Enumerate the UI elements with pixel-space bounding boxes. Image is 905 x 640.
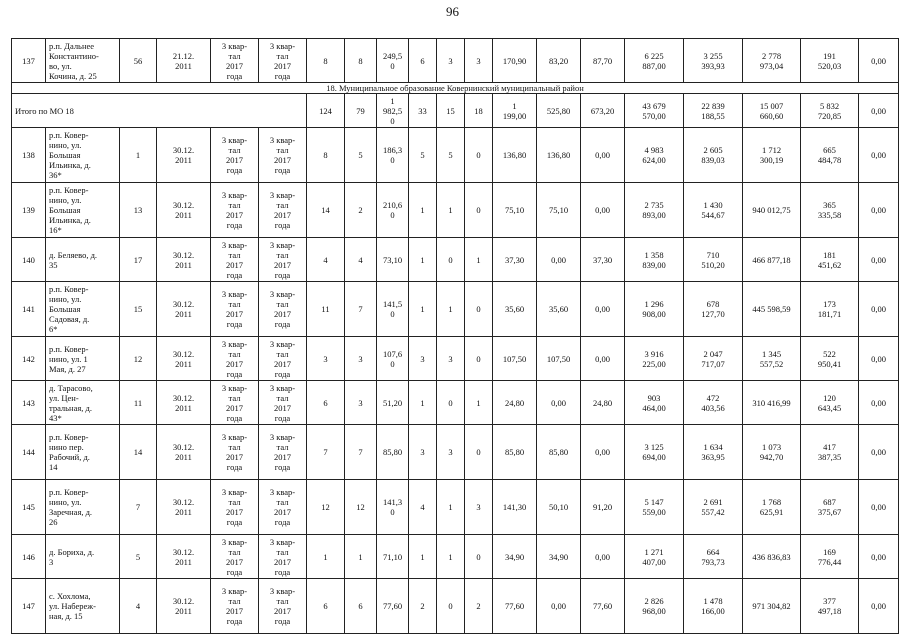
table-cell: 1 [465, 381, 493, 425]
table-cell: 7 [345, 425, 377, 480]
table-cell: 2 691 557,42 [684, 480, 743, 535]
table-cell: 136,80 [537, 128, 581, 183]
housing-register-table [11, 38, 899, 634]
table-cell: 6 [345, 579, 377, 634]
table-cell: 30.12. 2011 [157, 282, 211, 337]
row-number-cell: 140 [12, 238, 46, 282]
table-cell: 8 [345, 39, 377, 83]
table-cell: 56 [120, 39, 157, 83]
section-header-row [12, 83, 899, 94]
table-cell: 2 778 973,04 [743, 39, 801, 83]
table-cell: 51,20 [377, 381, 409, 425]
table-row [12, 425, 899, 480]
table-cell: 0,00 [859, 579, 899, 634]
total-cell: 124 [307, 94, 345, 128]
table-cell: 21.12. 2011 [157, 39, 211, 83]
table-cell: 77,60 [377, 579, 409, 634]
table-cell: 30.12. 2011 [157, 128, 211, 183]
table-cell: 0 [465, 128, 493, 183]
table-cell: 0 [437, 381, 465, 425]
table-cell: 37,30 [581, 238, 625, 282]
table-row [12, 128, 899, 183]
table-cell: 665 484,78 [801, 128, 859, 183]
table-cell: 0,00 [859, 183, 899, 238]
row-number-cell: 137 [12, 39, 46, 83]
table-cell: 186,3 0 [377, 128, 409, 183]
table-cell: 30.12. 2011 [157, 337, 211, 381]
total-cell: 1 982,5 0 [377, 94, 409, 128]
row-number-cell: 141 [12, 282, 46, 337]
table-cell: 0 [465, 282, 493, 337]
row-number-cell: 142 [12, 337, 46, 381]
table-cell: 13 [120, 183, 157, 238]
table-cell: 141,30 [493, 480, 537, 535]
table-cell: 3 [465, 480, 493, 535]
table-cell: 0,00 [581, 128, 625, 183]
table-cell: 365 335,58 [801, 183, 859, 238]
table-cell: 1 [409, 282, 437, 337]
table-cell: 0,00 [859, 381, 899, 425]
table-cell: 136,80 [493, 128, 537, 183]
address-cell: р.п. Ковер- нино, ул. Большая Ильинка, д. 16* [46, 183, 120, 238]
table-cell: 4 [345, 238, 377, 282]
table-cell: 3 квар- тал 2017 года [259, 183, 307, 238]
address-cell: д. Бориха, д. 3 [46, 535, 120, 579]
total-cell: 0,00 [859, 94, 899, 128]
table-cell: 7 [307, 425, 345, 480]
table-cell: 678 127,70 [684, 282, 743, 337]
table-cell: 3 квар- тал 2017 года [259, 238, 307, 282]
table-cell: 8 [307, 39, 345, 83]
table-cell: 107,50 [537, 337, 581, 381]
table-cell: 24,80 [493, 381, 537, 425]
table-cell: 3 квар- тал 2017 года [211, 337, 259, 381]
table-row [12, 337, 899, 381]
table-cell: 3 квар- тал 2017 года [211, 535, 259, 579]
table-cell: 3 квар- тал 2017 года [259, 128, 307, 183]
table-cell: 6 225 887,00 [625, 39, 684, 83]
table-cell: 1 [437, 183, 465, 238]
table-cell: 141,5 0 [377, 282, 409, 337]
table-cell: 4 983 624,00 [625, 128, 684, 183]
table-row [12, 381, 899, 425]
table-cell: 1 [307, 535, 345, 579]
table-cell: 2 047 717,07 [684, 337, 743, 381]
table-cell: 0 [437, 238, 465, 282]
table-cell: 85,80 [377, 425, 409, 480]
table-cell: 3 125 694,00 [625, 425, 684, 480]
table-cell: 3 квар- тал 2017 года [259, 39, 307, 83]
table-cell: 971 304,82 [743, 579, 801, 634]
table-cell: 249,5 0 [377, 39, 409, 83]
table-cell: 30.12. 2011 [157, 381, 211, 425]
table-cell: 191 520,03 [801, 39, 859, 83]
table-cell: 1 [409, 238, 437, 282]
table-cell: 0 [437, 579, 465, 634]
table-cell: 3 [307, 337, 345, 381]
table-cell: 5 [345, 128, 377, 183]
table-cell: 445 598,59 [743, 282, 801, 337]
total-cell: 525,80 [537, 94, 581, 128]
table-cell: 0,00 [581, 183, 625, 238]
table-cell: 12 [307, 480, 345, 535]
table-row [12, 579, 899, 634]
table-cell: 3 916 225,00 [625, 337, 684, 381]
row-number-cell: 146 [12, 535, 46, 579]
table-cell: 6 [409, 39, 437, 83]
table-cell: 0,00 [859, 425, 899, 480]
table-cell: 710 510,20 [684, 238, 743, 282]
table-cell: 4 [307, 238, 345, 282]
table-cell: 2 605 839,03 [684, 128, 743, 183]
table-cell: 5 [409, 128, 437, 183]
table-cell: 3 [437, 425, 465, 480]
table-cell: 107,6 0 [377, 337, 409, 381]
table-cell: 3 квар- тал 2017 года [211, 480, 259, 535]
table-cell: 73,10 [377, 238, 409, 282]
table-cell: 466 877,18 [743, 238, 801, 282]
table-cell: 1 430 544,67 [684, 183, 743, 238]
table-cell: 522 950,41 [801, 337, 859, 381]
table-cell: 0 [465, 425, 493, 480]
table-cell: 34,90 [493, 535, 537, 579]
row-number-cell: 147 [12, 579, 46, 634]
table-cell: 0,00 [859, 535, 899, 579]
total-cell: 79 [345, 94, 377, 128]
table-cell: 687 375,67 [801, 480, 859, 535]
table-cell: 1 [437, 535, 465, 579]
table-cell: 120 643,45 [801, 381, 859, 425]
table-cell: 6 [307, 381, 345, 425]
row-number-cell: 145 [12, 480, 46, 535]
table-cell: 30.12. 2011 [157, 183, 211, 238]
total-cell: 5 832 720,85 [801, 94, 859, 128]
total-label: Итого по МО 18 [12, 94, 307, 128]
table-cell: 3 квар- тал 2017 года [211, 238, 259, 282]
table-cell: 0,00 [581, 535, 625, 579]
total-row [12, 94, 899, 128]
table-row [12, 282, 899, 337]
table-cell: 5 [437, 128, 465, 183]
table-cell: 14 [120, 425, 157, 480]
table-cell: 1 768 625,91 [743, 480, 801, 535]
table-row [12, 183, 899, 238]
table-cell: 35,60 [493, 282, 537, 337]
table-cell: 169 776,44 [801, 535, 859, 579]
table-cell: 664 793,73 [684, 535, 743, 579]
table-cell: 34,90 [537, 535, 581, 579]
table-cell: 11 [120, 381, 157, 425]
table-cell: 87,70 [581, 39, 625, 83]
table-cell: 3 квар- тал 2017 года [259, 579, 307, 634]
table-cell: 2 [465, 579, 493, 634]
table-cell: 1 634 363,95 [684, 425, 743, 480]
table-cell: 30.12. 2011 [157, 238, 211, 282]
table-cell: 30.12. 2011 [157, 425, 211, 480]
table-cell: 83,20 [537, 39, 581, 83]
total-cell: 43 679 570,00 [625, 94, 684, 128]
table-cell: 3 квар- тал 2017 года [259, 337, 307, 381]
table-cell: 30.12. 2011 [157, 535, 211, 579]
table-cell: 3 квар- тал 2017 года [259, 425, 307, 480]
table-cell: 15 [120, 282, 157, 337]
table-cell: 7 [345, 282, 377, 337]
table-cell: 0,00 [859, 337, 899, 381]
table-cell: 85,80 [537, 425, 581, 480]
table-cell: 3 квар- тал 2017 года [211, 183, 259, 238]
table-cell: 1 [465, 238, 493, 282]
table-cell: 3 квар- тал 2017 года [259, 282, 307, 337]
table-cell: 3 [345, 337, 377, 381]
table-cell: 11 [307, 282, 345, 337]
table-cell: 5 [120, 535, 157, 579]
table-cell: 0 [465, 337, 493, 381]
table-cell: 107,50 [493, 337, 537, 381]
table-cell: 3 квар- тал 2017 года [211, 579, 259, 634]
table-cell: 417 387,35 [801, 425, 859, 480]
table-cell: 1 296 908,00 [625, 282, 684, 337]
total-cell: 33 [409, 94, 437, 128]
table-cell: 181 451,62 [801, 238, 859, 282]
total-cell: 1 199,00 [493, 94, 537, 128]
table-cell: 3 квар- тал 2017 года [259, 381, 307, 425]
table-cell: 2 [345, 183, 377, 238]
table-cell: 12 [345, 480, 377, 535]
table-cell: 0,00 [859, 480, 899, 535]
row-number-cell: 144 [12, 425, 46, 480]
table-cell: 2 [409, 579, 437, 634]
table-cell: 50,10 [537, 480, 581, 535]
table-cell: 91,20 [581, 480, 625, 535]
table-cell: 141,3 0 [377, 480, 409, 535]
section-title: 18. Муниципальное образование Ковернинский муниципальный район [12, 83, 899, 94]
table-cell: 3 [465, 39, 493, 83]
table-cell: 1 [437, 480, 465, 535]
table-cell: 3 квар- тал 2017 года [211, 128, 259, 183]
table-cell: 0,00 [537, 381, 581, 425]
table-cell: 3 255 393,93 [684, 39, 743, 83]
table-cell: 1 [409, 535, 437, 579]
table-cell: 1 [409, 183, 437, 238]
address-cell: д. Беляево, д. 35 [46, 238, 120, 282]
total-cell: 22 839 188,55 [684, 94, 743, 128]
address-cell: с. Хохлома, ул. Набереж- ная, д. 15 [46, 579, 120, 634]
table-cell: 0,00 [581, 282, 625, 337]
table-cell: 1 358 839,00 [625, 238, 684, 282]
table-cell: 24,80 [581, 381, 625, 425]
table-cell: 1 345 557,52 [743, 337, 801, 381]
table-cell: 2 735 893,00 [625, 183, 684, 238]
table-cell: 7 [120, 480, 157, 535]
table-cell: 77,60 [493, 579, 537, 634]
address-cell: р.п. Ковер- нино пер. Рабочий, д. 14 [46, 425, 120, 480]
table-cell: 1 [409, 381, 437, 425]
table-cell: 77,60 [581, 579, 625, 634]
table-cell: 1 [437, 282, 465, 337]
table-cell: 0,00 [581, 425, 625, 480]
table-row [12, 480, 899, 535]
address-cell: р.п. Ковер- нино, ул. Большая Ильинка, д. 36* [46, 128, 120, 183]
total-cell: 15 [437, 94, 465, 128]
table-cell: 71,10 [377, 535, 409, 579]
table-cell: 0,00 [859, 282, 899, 337]
address-cell: р.п. Дальнее Константино- во, ул. Кочина, д. 25 [46, 39, 120, 83]
table-cell: 14 [307, 183, 345, 238]
table-cell: 8 [307, 128, 345, 183]
table-cell: 3 [409, 425, 437, 480]
table-cell: 1 [345, 535, 377, 579]
address-cell: р.п. Ковер- нино, ул. Большая Садовая, д. 6* [46, 282, 120, 337]
table-cell: 6 [307, 579, 345, 634]
table-cell: 0,00 [859, 128, 899, 183]
table-cell: 17 [120, 238, 157, 282]
table-cell: 30.12. 2011 [157, 480, 211, 535]
page-number: 96 [446, 4, 459, 19]
row-number-cell: 143 [12, 381, 46, 425]
table-cell: 3 квар- тал 2017 года [259, 480, 307, 535]
table-cell: 472 403,56 [684, 381, 743, 425]
table-cell: 903 464,00 [625, 381, 684, 425]
table-cell: 30.12. 2011 [157, 579, 211, 634]
table-cell: 4 [120, 579, 157, 634]
address-cell: р.п. Ковер- нино, ул. 1 Мая, д. 27 [46, 337, 120, 381]
table-cell: 12 [120, 337, 157, 381]
table-cell: 170,90 [493, 39, 537, 83]
table-cell: 436 836,83 [743, 535, 801, 579]
table-cell: 3 квар- тал 2017 года [259, 535, 307, 579]
table-cell: 3 квар- тал 2017 года [211, 39, 259, 83]
row-number-cell: 138 [12, 128, 46, 183]
table-cell: 1 271 407,00 [625, 535, 684, 579]
table-cell: 1 712 300,19 [743, 128, 801, 183]
table-cell: 0,00 [581, 337, 625, 381]
table-cell: 377 497,18 [801, 579, 859, 634]
table-cell: 75,10 [537, 183, 581, 238]
table-cell: 0 [465, 183, 493, 238]
table-cell: 310 416,99 [743, 381, 801, 425]
table-cell: 0,00 [537, 238, 581, 282]
table-cell: 940 012,75 [743, 183, 801, 238]
table-cell: 1 [120, 128, 157, 183]
table-cell: 3 квар- тал 2017 года [211, 425, 259, 480]
table-cell: 3 [437, 337, 465, 381]
table-cell: 3 [345, 381, 377, 425]
table-cell: 2 826 968,00 [625, 579, 684, 634]
table-cell: 1 073 942,70 [743, 425, 801, 480]
table-cell: 5 147 559,00 [625, 480, 684, 535]
table-cell: 3 [409, 337, 437, 381]
table-row [12, 39, 899, 83]
table-cell: 0,00 [859, 39, 899, 83]
table-cell: 75,10 [493, 183, 537, 238]
table-cell: 3 [437, 39, 465, 83]
table-row [12, 238, 899, 282]
table-cell: 1 478 166,00 [684, 579, 743, 634]
row-number-cell: 139 [12, 183, 46, 238]
table-cell: 173 181,71 [801, 282, 859, 337]
table-cell: 85,80 [493, 425, 537, 480]
table-row [12, 535, 899, 579]
table-cell: 3 квар- тал 2017 года [211, 282, 259, 337]
table-cell: 37,30 [493, 238, 537, 282]
table-cell: 3 квар- тал 2017 года [211, 381, 259, 425]
table-cell: 0,00 [537, 579, 581, 634]
table-cell: 0,00 [859, 238, 899, 282]
table-cell: 0 [465, 535, 493, 579]
total-cell: 15 007 660,60 [743, 94, 801, 128]
total-cell: 18 [465, 94, 493, 128]
address-cell: д. Тарасово, ул. Цен- тральная, д. 43* [46, 381, 120, 425]
table-cell: 35,60 [537, 282, 581, 337]
table-cell: 210,6 0 [377, 183, 409, 238]
table-cell: 4 [409, 480, 437, 535]
total-cell: 673,20 [581, 94, 625, 128]
address-cell: р.п. Ковер- нино, ул. Заречная, д. 26 [46, 480, 120, 535]
